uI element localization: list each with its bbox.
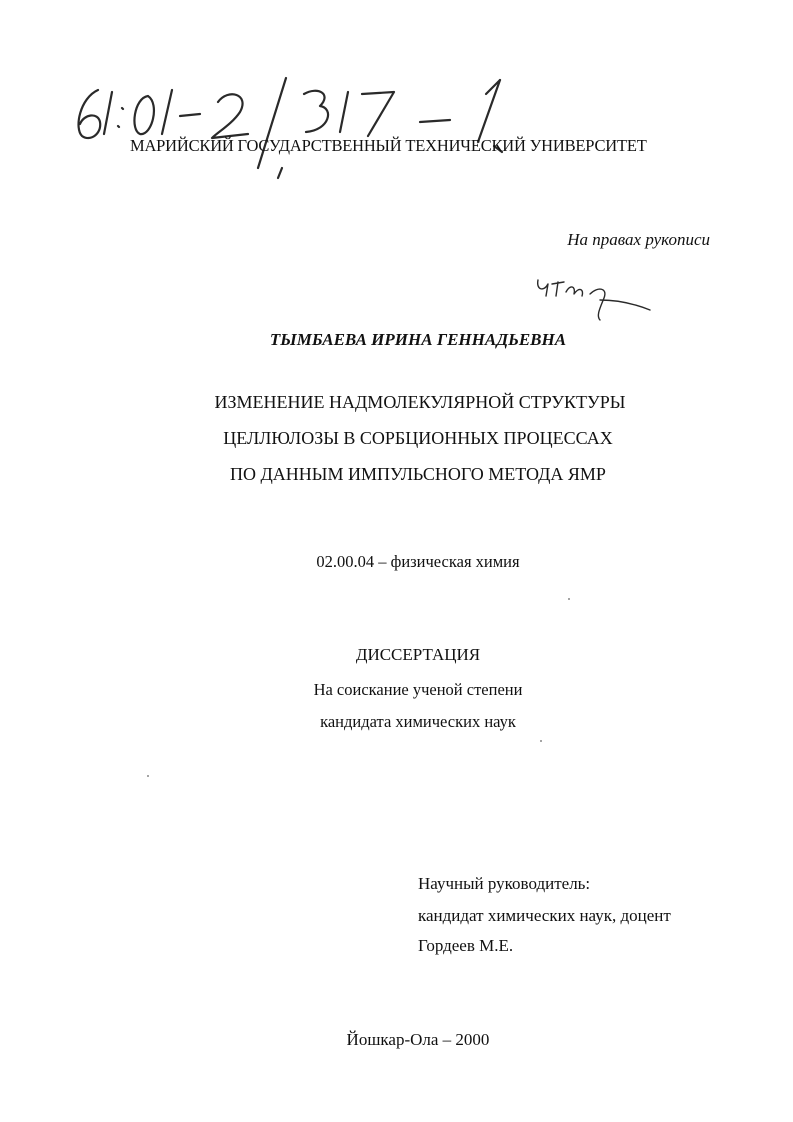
degree-line-1: На соискание ученой степени [313,680,523,699]
document-type: ДИССЕРТАЦИЯ [355,645,481,664]
supervisor-degree: кандидат химических наук, доцент [418,906,671,925]
city-and-year: Йошкар-Ола – 2000 [346,1030,490,1049]
supervisor-heading: Научный руководитель: [418,874,591,893]
specialty-code: 02.00.04 – физическая химия [316,552,520,571]
handwritten-archive-code-drawing [68,68,548,188]
degree-line-2: кандидата химических наук [320,712,516,731]
handwritten-signature [530,268,660,328]
supervisor-name: Гордеев М.Е. [418,936,514,955]
scan-speck [540,740,542,742]
handwritten-signature-drawing [530,268,660,328]
handwritten-archive-code [68,68,548,188]
scan-speck [568,598,570,600]
dissertation-title-line-2: ЦЕЛЛЮЛОЗЫ В СОРБЦИОННЫХ ПРОЦЕССАХ [223,428,613,448]
university-name: МАРИЙСКИЙ ГОСУДАРСТВЕННЫЙ ТЕХНИЧЕСКИЙ УНИВЕРСИТЕТ [130,136,647,155]
dissertation-title-line-3: ПО ДАННЫМ ИМПУЛЬСНОГО МЕТОДА ЯМР [230,464,606,484]
manuscript-rights-note: На правах рукописи [567,230,710,249]
dissertation-title-line-1: ИЗМЕНЕНИЕ НАДМОЛЕКУЛЯРНОЙ СТРУКТУРЫ [214,392,626,412]
author-name: ТЫМБАЕВА ИРИНА ГЕННАДЬЕВНА [269,330,567,349]
scan-speck [147,775,149,777]
